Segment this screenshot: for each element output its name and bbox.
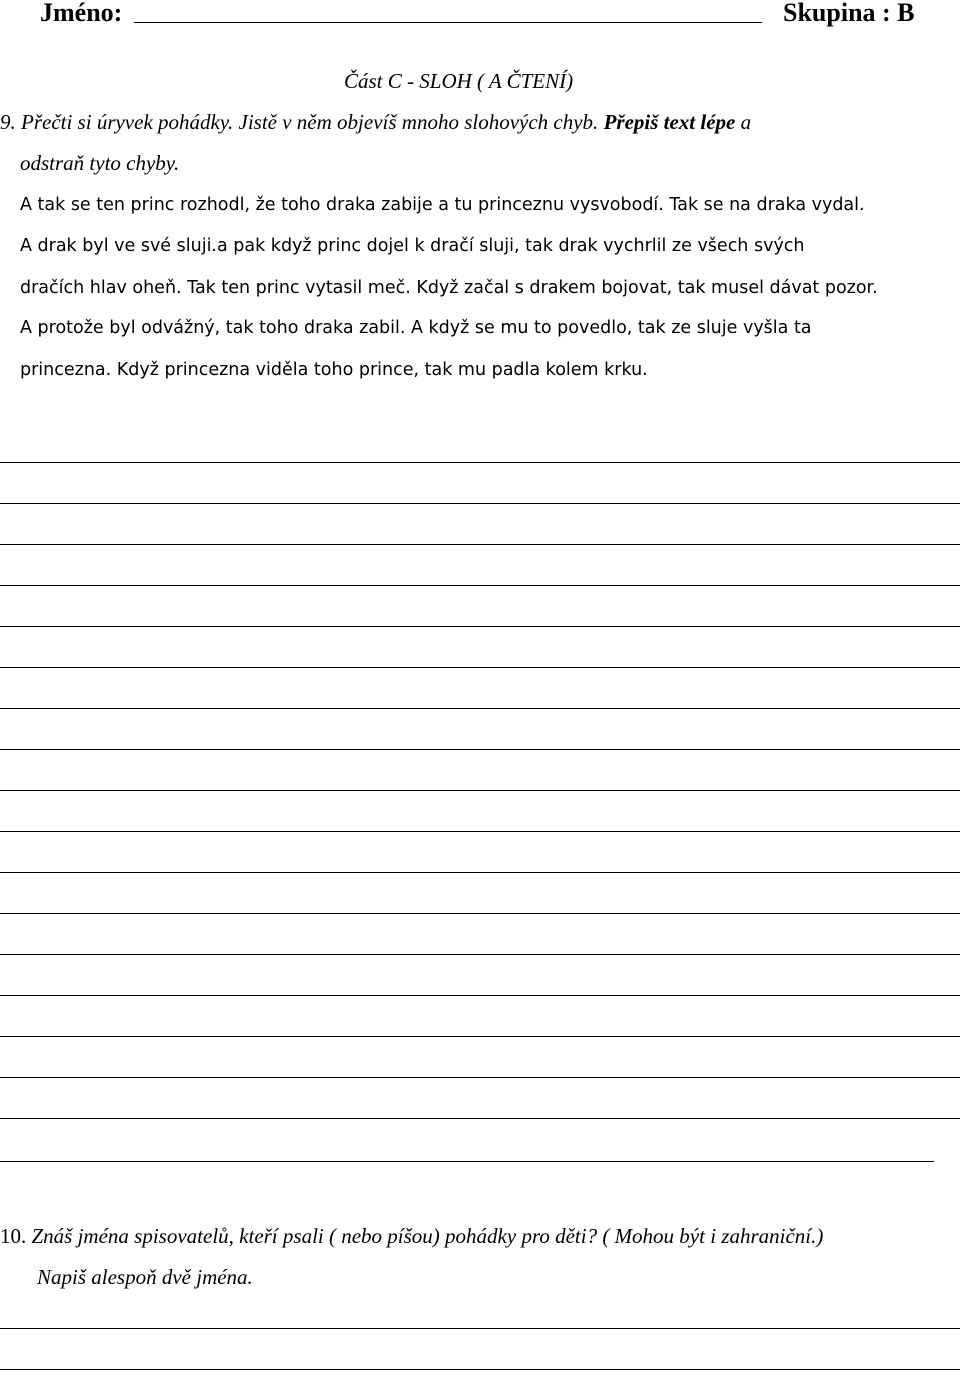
task-10-instruction-line2: Napiš alespoň dvě jména. <box>37 1265 253 1289</box>
group-label: Skupina : B <box>783 0 915 27</box>
writing-line[interactable] <box>0 708 960 709</box>
writing-line[interactable] <box>0 626 960 627</box>
task-10-number: 10. <box>0 1224 27 1248</box>
writing-line[interactable] <box>0 1118 960 1119</box>
writing-line[interactable] <box>0 913 960 914</box>
writing-line[interactable] <box>0 1077 960 1078</box>
writing-line[interactable] <box>0 749 960 750</box>
writing-line[interactable] <box>0 831 960 832</box>
writing-line[interactable] <box>0 1161 934 1162</box>
writing-line[interactable] <box>0 585 960 586</box>
task-9-instruction-line2: odstraň tyto chyby. <box>20 151 180 175</box>
writing-line[interactable] <box>0 1036 960 1037</box>
writing-line[interactable] <box>0 1369 960 1370</box>
task-9-number: 9. <box>0 110 16 134</box>
story-line: A drak byl ve své sluji.a pak když princ dojel k dračí sluji, tak drak vychrlil ze všech svých <box>20 236 805 256</box>
story-line: dračích hlav oheň. Tak ten princ vytasil meč. Když začal s drakem bojovat, tak musel dávat pozor. <box>20 278 878 298</box>
task-10-text: Znáš jména spisovatelů, kteří psali ( nebo píšou) pohádky pro děti? ( Mohou být i zahraniční.) <box>26 1224 824 1248</box>
story-line: A tak se ten princ rozhodl, že toho draka zabije a tu princeznu vysvobodí. Tak se na draka vydal. <box>20 195 865 215</box>
name-field-line[interactable] <box>134 22 762 23</box>
task-10-instruction <box>0 1224 823 1249</box>
section-title: Část C - SLOH ( A ČTENÍ) <box>344 69 574 93</box>
story-line: princezna. Když princezna viděla toho prince, tak mu padla kolem krku. <box>20 360 648 380</box>
task-9-bold-text: Přepiš text lépe <box>603 110 736 134</box>
writing-line[interactable] <box>0 1328 960 1329</box>
writing-line[interactable] <box>0 667 960 668</box>
task-9-text-tail: a <box>735 110 752 134</box>
task-9-instruction <box>0 110 751 135</box>
writing-line[interactable] <box>0 462 960 463</box>
writing-line[interactable] <box>0 954 960 955</box>
writing-line[interactable] <box>0 995 960 996</box>
writing-line[interactable] <box>0 544 960 545</box>
story-line: A protože byl odvážný, tak toho draka zabil. A když se mu to povedlo, tak ze sluje vyšla ta <box>20 318 812 338</box>
writing-line[interactable] <box>0 872 960 873</box>
writing-line[interactable] <box>0 503 960 504</box>
writing-line[interactable] <box>0 790 960 791</box>
name-label: Jméno: <box>40 0 123 27</box>
task-9-text: Přečti si úryvek pohádky. Jistě v něm objevíš mnoho slohových chyb. <box>15 110 604 134</box>
